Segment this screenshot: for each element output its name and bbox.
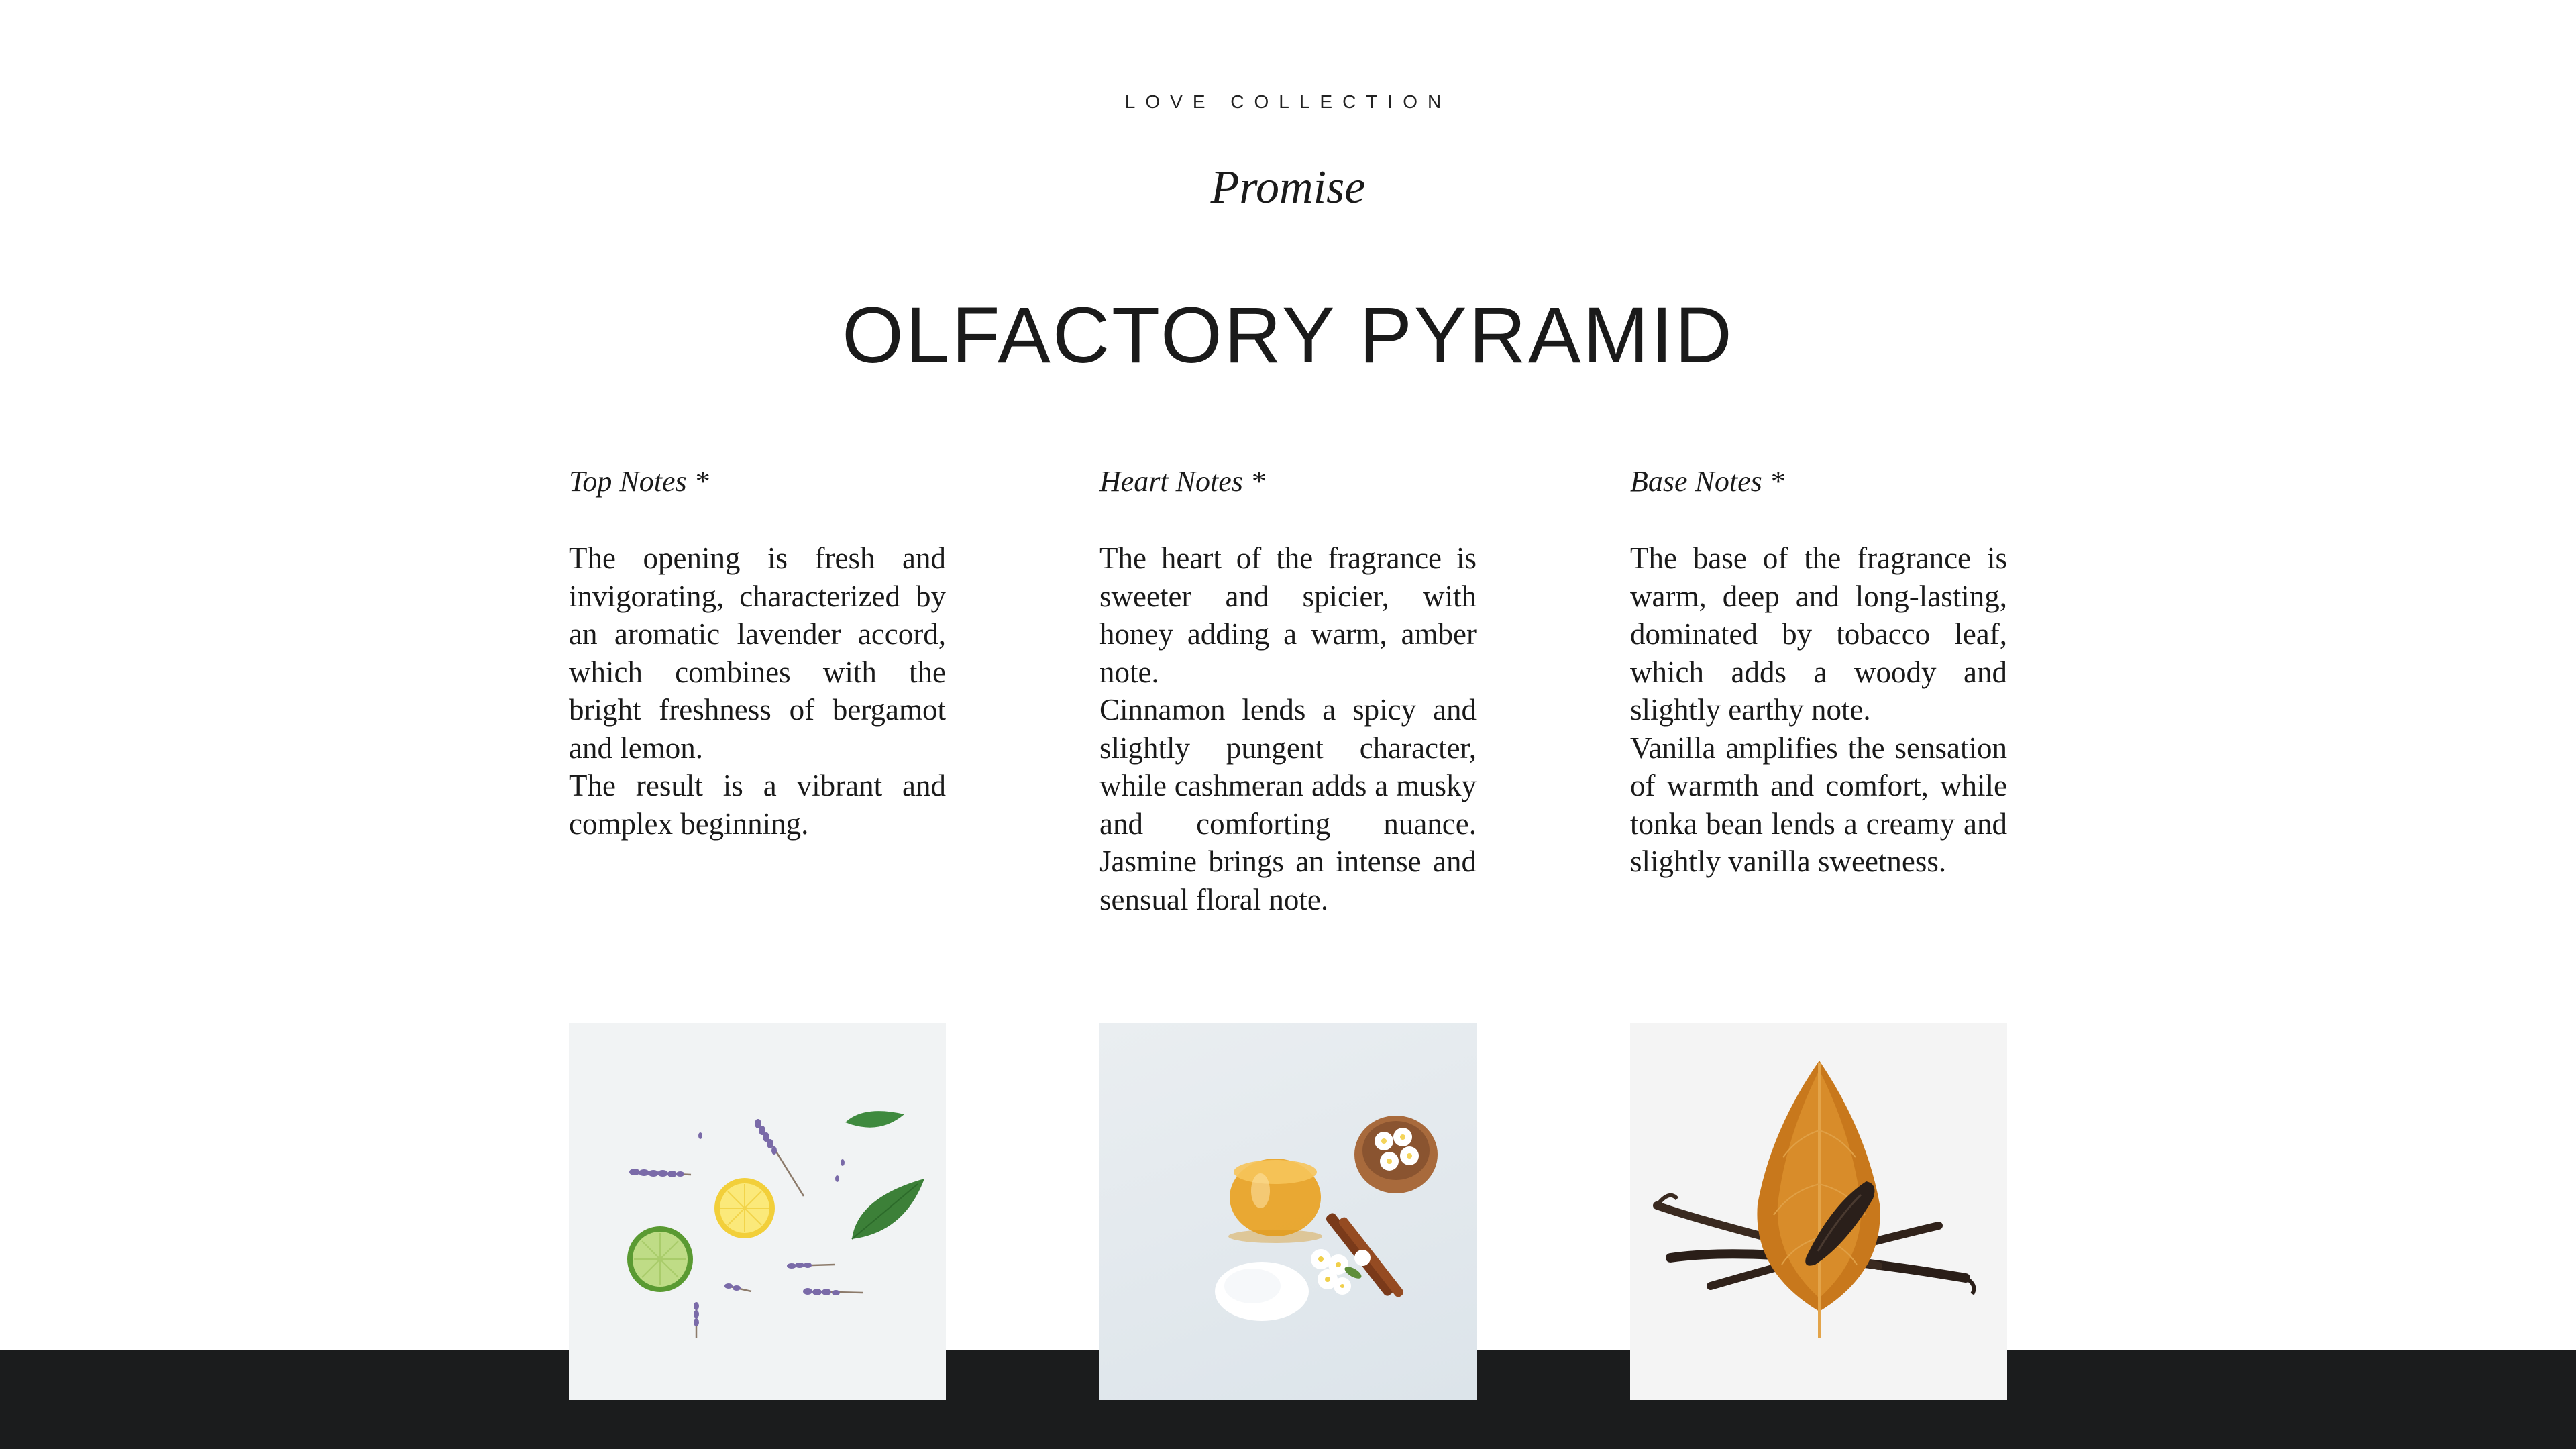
top-notes-description bbox=[569, 539, 946, 843]
base-notes-paragraph: The base of the fragrance is warm, deep and long-lasting, dominated by tobacco leaf, which adds a woody and slightly earthy note. bbox=[1630, 541, 2007, 727]
tobacco-vanilla-tonka-photo bbox=[1630, 1023, 2007, 1400]
heart-notes-illustration bbox=[1099, 1023, 1477, 1400]
top-notes-heading: Top Notes * bbox=[569, 465, 709, 498]
heart-notes-heading: Heart Notes * bbox=[1099, 465, 1265, 498]
top-notes-column bbox=[569, 463, 946, 843]
top-notes-illustration bbox=[569, 1023, 946, 1400]
heart-notes-paragraph: Cinnamon lends a spicy and slightly pungent character, while cashmeran adds a musky and comforting nuance. Jasmine brings an intense and sensual floral note. bbox=[1099, 693, 1477, 916]
heart-notes-paragraph: The heart of the fragrance is sweeter and spicier, with honey adding a warm, amber note. bbox=[1099, 541, 1477, 689]
top-notes-paragraph: The result is a vibrant and complex beginning. bbox=[569, 769, 946, 841]
collection-eyebrow: LOVE COLLECTION bbox=[1124, 91, 1452, 112]
base-notes-description bbox=[1630, 539, 2007, 881]
heart-notes-column bbox=[1099, 463, 1477, 918]
base-notes-column bbox=[1630, 463, 2007, 881]
honey-cinnamon-jasmine-photo bbox=[1099, 1023, 1477, 1400]
section-title: OLFACTORY PYRAMID bbox=[842, 291, 1734, 380]
base-notes-heading: Base Notes * bbox=[1630, 465, 1784, 498]
base-notes-paragraph: Vanilla amplifies the sensation of warmth and comfort, while tonka bean lends a creamy and slightly vanilla sweetness. bbox=[1630, 731, 2007, 878]
lavender-lemon-bergamot-photo bbox=[569, 1023, 946, 1400]
base-notes-illustration bbox=[1630, 1023, 2007, 1400]
fragrance-name: Promise bbox=[1210, 162, 1366, 213]
heart-notes-description bbox=[1099, 539, 1477, 918]
top-notes-paragraph: The opening is fresh and invigorating, characterized by an aromatic lavender accord, which combines with the bright freshness of bergamot and lemon. bbox=[569, 541, 946, 765]
